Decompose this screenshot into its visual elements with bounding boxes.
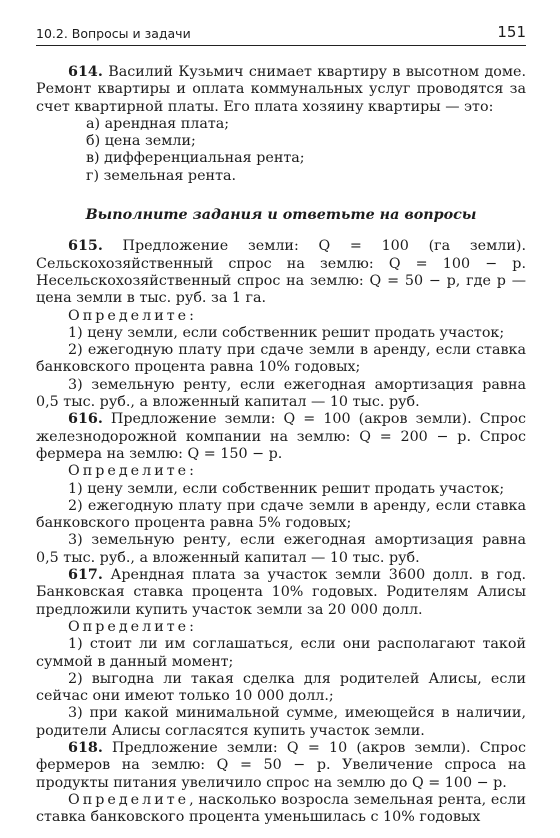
- question-item: 2) ежегодную плату при сдаче земли в аренду, если ставка банковского процента равна 5% годовых;: [36, 497, 526, 532]
- determine-label: Определите:: [68, 463, 197, 480]
- question-text: , насколько возросла земельная рента, если ставка банковского процента уменьшилась с 10% годовых: [36, 791, 526, 826]
- task-number: 614.: [68, 64, 103, 80]
- task-number: 615.: [68, 238, 103, 255]
- question-item: 3) при какой минимальной сумме, имеющейся в наличии, родители Алисы согласятся купить участок земли.: [36, 705, 526, 739]
- option-b: б) цена земли;: [86, 133, 196, 150]
- task-text: Арендная плата за участок земли 3600 долл. в год. Банковская ставка процента 10% годовых. Родителям Алисы предложили купить участок земли за 20 000 долл.: [36, 567, 526, 618]
- task-number: 618.: [68, 739, 103, 756]
- question-item: 2) ежегодную плату при сдаче земли в аренду, если ставка банковского процента равна 10% годовых;: [36, 342, 526, 376]
- answer-options: [36, 116, 526, 185]
- question-item: 3) земельную ренту, если ежегодная амортизация равна 0,5 тыс. руб., а вложенный капитал — 10 тыс. руб.: [36, 532, 526, 566]
- question-item: 1) стоит ли им соглашаться, если они располагают такой суммой в данный момент;: [36, 636, 526, 670]
- task-text: Предложение земли: Q = 10 (акров земли). Спрос фермеров на землю: Q = 50 − p. Увеличение спроса на продукты питания увеличило спрос на землю до Q = 100 − p.: [36, 739, 526, 791]
- page-body: [36, 64, 526, 826]
- task-number: 617.: [68, 567, 103, 584]
- running-header: [36, 0, 526, 46]
- task-615: [36, 238, 526, 307]
- question-item: 2) выгодна ли такая сделка для родителей Алисы, если сейчас они имеют только 10 000 долл.;: [36, 670, 526, 705]
- determine-label: Определите: [68, 791, 190, 808]
- task-number: 616.: [68, 411, 103, 428]
- task-text: Василий Кузьмич снимает квартиру в высотном доме. Ремонт квартиры и оплата коммунальных услуг проводятся за счет квартирной платы. Его плата хозяину квартиры — это:: [36, 64, 526, 115]
- section-heading: Выполните задания и ответьте на вопросы: [85, 207, 477, 224]
- task-text: Предложение земли: Q = 100 (акров земли). Спрос железнодорожной компании на землю: Q = 200 − p. Спрос фермера на землю: Q = 150 − p.: [36, 411, 526, 462]
- question-item: 1) цену земли, если собственник решит продать участок;: [68, 480, 505, 497]
- determine-label: Определите:: [68, 618, 197, 635]
- question-item: 1) цену земли, если собственник решит продать участок;: [68, 324, 505, 341]
- task-617: [36, 567, 526, 619]
- task-text: Предложение земли: Q = 100 (га земли). Сельскохозяйственный спрос на землю: Q = 100 − p. Несельскохозяйственный спрос на землю: Q = 50 − p, где p — цена земли в тыс. руб. за 1 га.: [36, 238, 526, 307]
- task-618-question: [36, 792, 526, 827]
- task-618: [36, 740, 526, 792]
- determine-label: Определите:: [68, 307, 197, 324]
- task-616: [36, 411, 526, 463]
- option-c: в) дифференциальная рента;: [86, 150, 305, 167]
- page-number: 151: [497, 23, 526, 41]
- question-item: 3) земельную ренту, если ежегодная амортизация равна 0,5 тыс. руб., а вложенный капитал — 10 тыс. руб.: [36, 376, 526, 411]
- task-614: [36, 64, 526, 116]
- option-a: а) арендная плата;: [86, 115, 230, 132]
- option-d: г) земельная рента.: [86, 167, 237, 184]
- section-title: 10.2. Вопросы и задачи: [36, 26, 191, 41]
